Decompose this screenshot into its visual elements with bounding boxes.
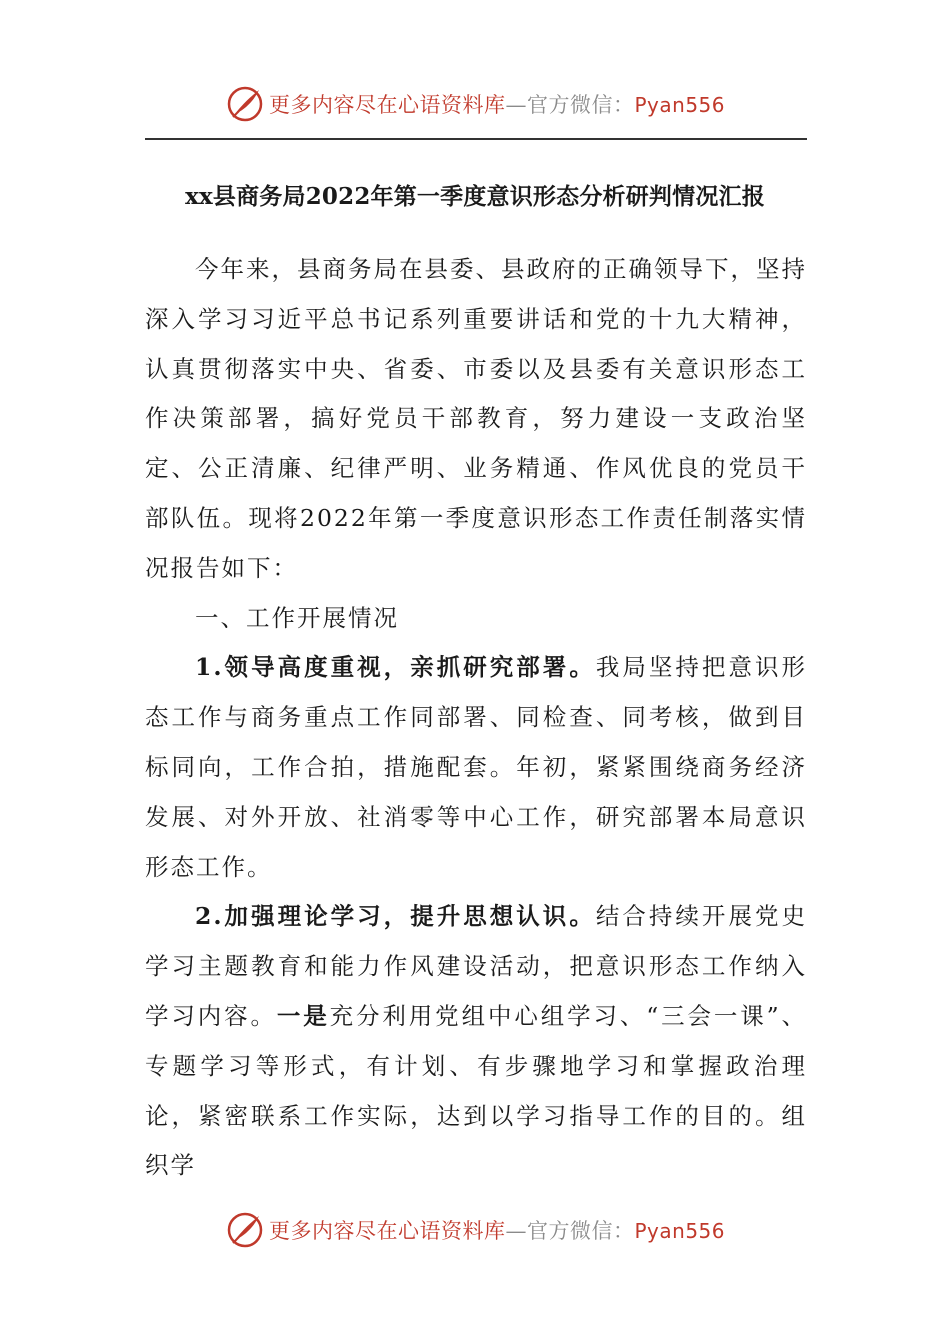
watermark-text (269, 89, 725, 119)
watermark-text (269, 1215, 725, 1245)
item-2-text-b: 充分利用党组中心组学习、“三会一课”、专题学习等形式，有计划、有步骤地学习和掌握政治理论，紧密联系工作实际，达到以学习指导工作的目的。组织学 (145, 1001, 808, 1180)
document-title: xx县商务局2022年第一季度意识形态分析研判情况汇报 (185, 183, 765, 210)
section-heading: 一、工作开展情况 (195, 603, 399, 632)
watermark-brand: 更多内容尽在心语资料库 (269, 93, 506, 117)
watermark-brand: 更多内容尽在心语资料库 (269, 1219, 506, 1243)
watermark-wechat: Pyan556 (634, 1219, 726, 1243)
quill-logo-icon (225, 84, 265, 124)
quill-logo-icon (225, 1210, 265, 1250)
item-1-paragraph (145, 643, 807, 892)
item-2-paragraph (145, 892, 807, 1191)
item-1-text: 我局坚持把意识形态工作与商务重点工作同部署、同检查、同考核，做到目标同向，工作合拍，措施配套。年初，紧紧围绕商务经济发展、对外开放、社消零等中心工作，研究部署本局意识形态工作。 (145, 653, 807, 881)
header-rule (145, 138, 807, 140)
watermark-rest: —官方微信： (505, 93, 635, 117)
watermark-rest: —官方微信： (505, 1219, 635, 1243)
item-2-lead: 2.加强理论学习，提升思想认识。 (195, 902, 596, 931)
item-1-lead: 1.领导高度重视，亲抓研究部署。 (195, 653, 596, 682)
watermark-footer (225, 1208, 725, 1252)
item-2-first: 一是 (276, 1001, 330, 1030)
item-2-text-a: 结合持续开展党史学习主题教育和能力作风建设活动，把意识形态工作纳入学习内容。 (145, 902, 807, 1030)
watermark-wechat: Pyan556 (634, 93, 726, 117)
watermark-header (225, 82, 725, 126)
document-body (145, 245, 807, 1191)
intro-paragraph: 今年来，县商务局在县委、县政府的正确领导下，坚持深入学习习近平总书记系列重要讲话和党的十九大精神，认真贯彻落实中央、省委、市委以及县委有关意识形态工作决策部署，搞好党员干部教育，努力建设一支政治坚定、公正清廉、纪律严明、业务精通、作风优良的党员干部队伍。现将2022年第一季度意识形态工作责任制落实情况报告如下： (145, 255, 807, 582)
